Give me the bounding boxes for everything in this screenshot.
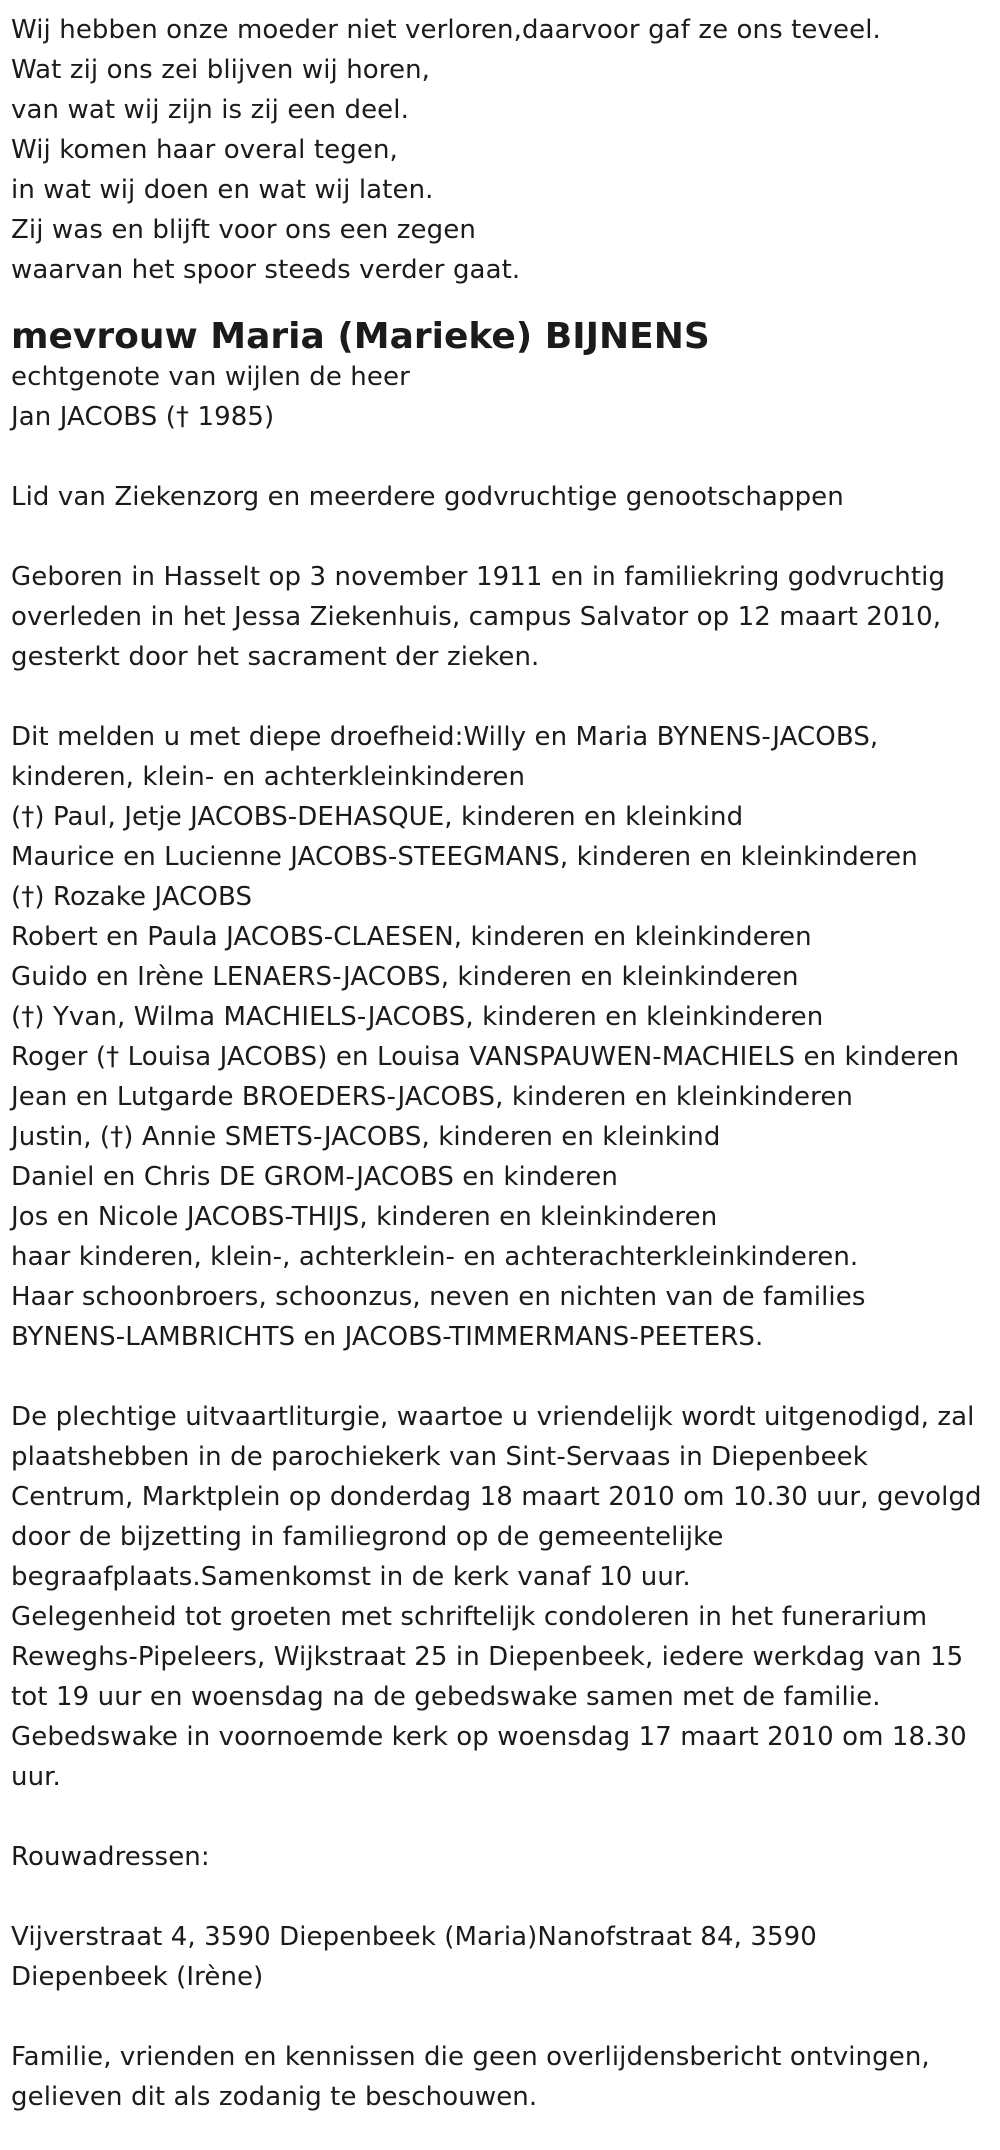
announcement-line: (†) Paul, Jetje JACOBS-DEHASQUE, kinderen en kleinkind	[11, 802, 744, 832]
announcement-line: haar kinderen, klein-, achterklein- en achterachterkleinkinderen.	[11, 1242, 859, 1272]
spacer	[11, 437, 1000, 477]
membership-text: Lid van Ziekenzorg en meerdere godvruchtige genootschappen	[11, 482, 844, 512]
spacer	[11, 1357, 1000, 1397]
deceased-block	[11, 317, 1000, 437]
announcement-line: Daniel en Chris DE GROM-JACOBS en kinderen	[11, 1162, 618, 1192]
closing-paragraph	[11, 2037, 1000, 2117]
poem-line: Wij hebben onze moeder niet verloren,daarvoor gaf ze ons teveel.	[11, 15, 881, 45]
announcement-line: Robert en Paula JACOBS-CLAESEN, kinderen en kleinkinderen	[11, 922, 812, 952]
addresses-heading: Rouwadressen:	[11, 1842, 210, 1872]
address-line: Diepenbeek (Irène)	[11, 1962, 264, 1992]
poem	[11, 10, 1000, 290]
announcement-line: Guido en Irène LENAERS-JACOBS, kinderen en kleinkinderen	[11, 962, 799, 992]
spouse-name: Jan JACOBS († 1985)	[11, 402, 275, 432]
closing-line: gelieven dit als zodanig te beschouwen.	[11, 2082, 538, 2112]
announcement-line: (†) Yvan, Wilma MACHIELS-JACOBS, kinderen en kleinkinderen	[11, 1002, 824, 1032]
spacer	[11, 677, 1000, 717]
announcement-line: Jos en Nicole JACOBS-THIJS, kinderen en kleinkinderen	[11, 1202, 718, 1232]
announcement-line: Roger († Louisa JACOBS) en Louisa VANSPAUWEN-MACHIELS en kinderen	[11, 1042, 960, 1072]
ceremony-line: plaatshebben in de parochiekerk van Sint-Servaas in Diepenbeek	[11, 1442, 868, 1472]
addresses	[11, 1917, 1000, 1997]
poem-line: Zij was en blijft voor ons een zegen	[11, 215, 476, 245]
announcement-line: Justin, (†) Annie SMETS-JACOBS, kinderen en kleinkind	[11, 1122, 721, 1152]
spacer	[11, 1997, 1000, 2037]
poem-line: in wat wij doen en wat wij laten.	[11, 175, 434, 205]
paragraph-line: overleden in het Jessa Ziekenhuis, campus Salvator op 12 maart 2010,	[11, 602, 942, 632]
ceremony-line: De plechtige uitvaartliturgie, waartoe u vriendelijk wordt uitgenodigd, zal	[11, 1402, 975, 1432]
announcement-line: Jean en Lutgarde BROEDERS-JACOBS, kinderen en kleinkinderen	[11, 1082, 854, 1112]
spacer	[11, 517, 1000, 557]
ceremony-line: Centrum, Marktplein op donderdag 18 maart 2010 om 10.30 uur, gevolgd	[11, 1482, 982, 1512]
poem-line: waarvan het spoor steeds verder gaat.	[11, 255, 521, 285]
paragraph-line: Geboren in Hasselt op 3 november 1911 en in familiekring godvruchtig	[11, 562, 946, 592]
poem-line: van wat wij zijn is zij een deel.	[11, 95, 409, 125]
ceremony-line: Gelegenheid tot groeten met schriftelijk condoleren in het funerarium	[11, 1602, 928, 1632]
spacer	[11, 1877, 1000, 1917]
ceremony-line: uur.	[11, 1762, 61, 1792]
deceased-name: mevrouw Maria (Marieke) BIJNENS	[11, 316, 710, 357]
ceremony-line: begraafplaats.Samenkomst in de kerk vanaf 10 uur.	[11, 1562, 691, 1592]
poem-line: Wat zij ons zei blijven wij horen,	[11, 55, 431, 85]
closing-line: Familie, vrienden en kennissen die geen overlijdensbericht ontvingen,	[11, 2042, 930, 2072]
spacer	[11, 290, 1000, 317]
spouse-line: echtgenote van wijlen de heer	[11, 362, 410, 392]
ceremony-line: tot 19 uur en woensdag na de gebedswake samen met de familie.	[11, 1682, 881, 1712]
birth-death-paragraph	[11, 557, 1000, 677]
paragraph-line: gesterkt door het sacrament der zieken.	[11, 642, 540, 672]
poem-line: Wij komen haar overal tegen,	[11, 135, 398, 165]
spacer	[11, 1797, 1000, 1837]
announcement-line: Haar schoonbroers, schoonzus, neven en nichten van de families	[11, 1282, 866, 1312]
announcement-line: Maurice en Lucienne JACOBS-STEEGMANS, kinderen en kleinkinderen	[11, 842, 918, 872]
announcement-list	[11, 717, 1000, 1357]
announcement-line: BYNENS-LAMBRICHTS en JACOBS-TIMMERMANS-PEETERS.	[11, 1322, 764, 1352]
announcement-line: (†) Rozake JACOBS	[11, 882, 253, 912]
ceremony-line: door de bijzetting in familiegrond op de gemeentelijke	[11, 1522, 724, 1552]
announcement-line: Dit melden u met diepe droefheid:Willy en Maria BYNENS-JACOBS,	[11, 722, 879, 752]
announcement-line: kinderen, klein- en achterkleinkinderen	[11, 762, 526, 792]
ceremony-paragraph	[11, 1397, 1000, 1797]
ceremony-line: Gebedswake in voornoemde kerk op woensdag 17 maart 2010 om 18.30	[11, 1722, 967, 1752]
ceremony-line: Reweghs-Pipeleers, Wijkstraat 25 in Diepenbeek, iedere werkdag van 15	[11, 1642, 964, 1672]
address-line: Vijverstraat 4, 3590 Diepenbeek (Maria)Nanofstraat 84, 3590	[11, 1922, 817, 1952]
